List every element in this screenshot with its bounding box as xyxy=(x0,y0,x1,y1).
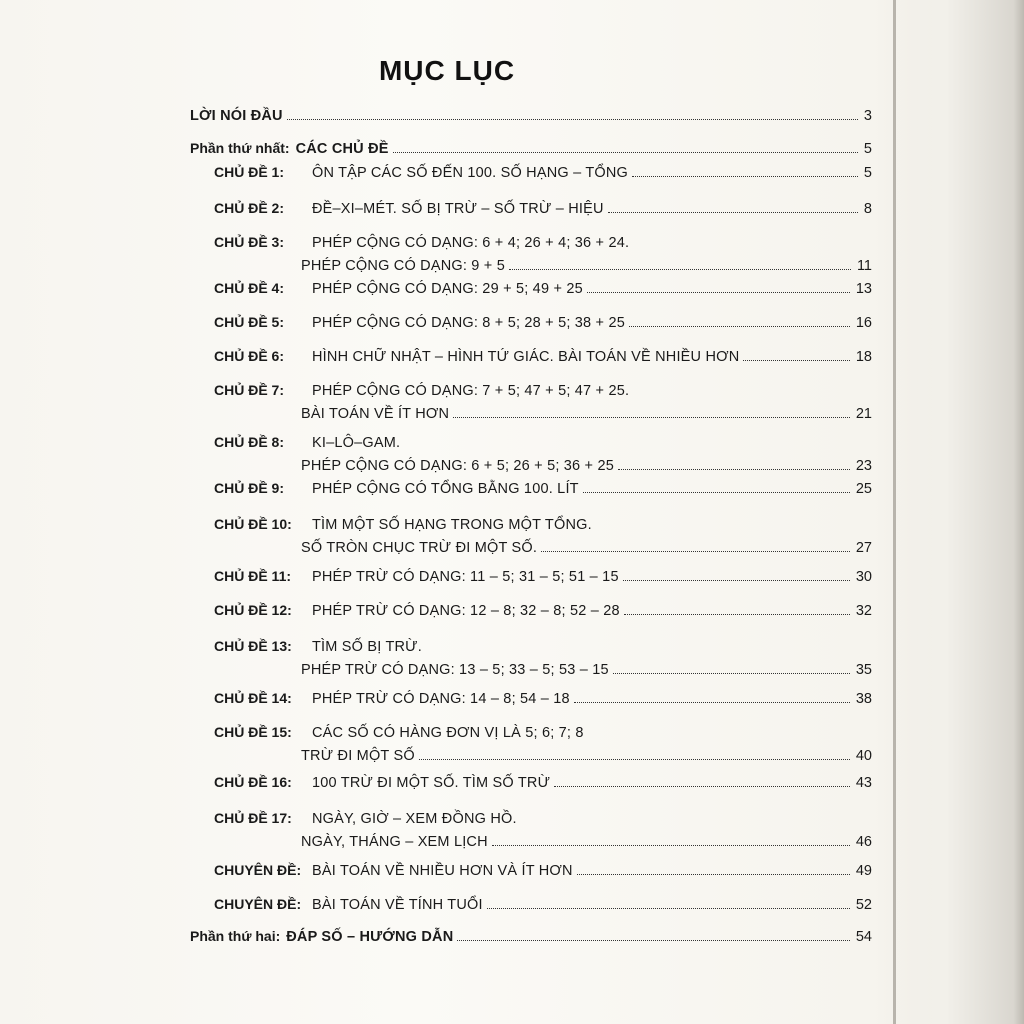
toc-chapter-entry[interactable] xyxy=(190,348,872,372)
chapter-title-line: NGÀY, THÁNG – XEM LỊCH xyxy=(301,834,488,850)
chapter-label: CHỦ ĐỀ 12: xyxy=(214,602,292,618)
page-number: 40 xyxy=(855,748,872,764)
chapter-title-line: PHÉP CỘNG CÓ DẠNG: 7 + 5; 47 + 5; 47 + 25. xyxy=(312,383,630,399)
toc-chapter-entry[interactable] xyxy=(190,862,872,886)
toc-part-entry[interactable] xyxy=(190,140,872,162)
page-number: 30 xyxy=(855,569,872,585)
toc-chapter-entry[interactable] xyxy=(190,774,872,798)
page-number: 46 xyxy=(855,834,872,850)
chapter-label: CHỦ ĐỀ 13: xyxy=(214,638,292,654)
entry-title: ĐÁP SỐ – HƯỚNG DẪN xyxy=(286,929,454,945)
page-number: 16 xyxy=(855,315,872,331)
chapter-title-line: ÔN TẬP CÁC SỐ ĐẾN 100. SỐ HẠNG – TỔNG xyxy=(312,165,629,181)
chapter-label: CHỦ ĐỀ 7: xyxy=(214,382,285,398)
chapter-title-line: PHÉP CỘNG CÓ DẠNG: 8 + 5; 28 + 5; 38 + 25 xyxy=(312,315,625,331)
toc-chapter-entry[interactable] xyxy=(190,164,872,188)
chapter-title-line: BÀI TOÁN VỀ TÍNH TUỔI xyxy=(312,897,483,913)
toc-chapter-entry[interactable] xyxy=(190,434,872,482)
toc-chapter-entry[interactable] xyxy=(190,516,872,564)
toc-chapter-entry[interactable] xyxy=(190,480,872,504)
dot-leader xyxy=(629,326,850,327)
toc-chapter-entry[interactable] xyxy=(190,568,872,592)
chapter-label: CHỦ ĐỀ 11: xyxy=(214,568,292,584)
dot-leader xyxy=(613,673,850,674)
dot-leader xyxy=(457,940,849,941)
dot-leader xyxy=(618,469,850,470)
chapter-title-line: SỐ TRÒN CHỤC TRỪ ĐI MỘT SỐ. xyxy=(301,540,538,556)
chapter-title-line: BÀI TOÁN VỀ ÍT HƠN xyxy=(301,406,450,422)
toc-chapter-entry[interactable] xyxy=(190,280,872,304)
dot-leader xyxy=(487,908,850,909)
chapter-title-line: PHÉP TRỪ CÓ DẠNG: 14 – 8; 54 – 18 xyxy=(312,691,570,707)
part-label: Phần thứ hai: xyxy=(190,928,281,944)
chapter-title-line: CÁC SỐ CÓ HÀNG ĐƠN VỊ LÀ 5; 6; 7; 8 xyxy=(312,725,584,741)
dot-leader xyxy=(587,292,850,293)
page-number: 27 xyxy=(855,540,872,556)
chapter-title-line: HÌNH CHỮ NHẬT – HÌNH TỨ GIÁC. BÀI TOÁN VỀ NHIỀU HƠN xyxy=(312,349,740,365)
page-number: 5 xyxy=(863,141,872,157)
page-number: 3 xyxy=(863,108,872,124)
chapter-label: CHỦ ĐỀ 9: xyxy=(214,480,285,496)
chapter-label: CHỦ ĐỀ 3: xyxy=(214,234,285,250)
page-title: MỤC LỤC xyxy=(378,54,516,86)
chapter-title-line: 100 TRỪ ĐI MỘT SỐ. TÌM SỐ TRỪ xyxy=(312,775,551,791)
page-number: 8 xyxy=(863,201,872,217)
toc-chapter-entry[interactable] xyxy=(190,382,872,430)
dot-leader xyxy=(393,152,858,153)
chapter-label: CHỦ ĐỀ 16: xyxy=(214,774,292,790)
chapter-title-line: PHÉP TRỪ CÓ DẠNG: 11 – 5; 31 – 5; 51 – 15 xyxy=(312,569,619,585)
chapter-label: CHỦ ĐỀ 17: xyxy=(214,810,292,826)
chapter-title-line: PHÉP TRỪ CÓ DẠNG: 12 – 8; 32 – 8; 52 – 28 xyxy=(312,603,620,619)
toc-chapter-entry[interactable] xyxy=(190,724,872,772)
dot-leader xyxy=(623,580,850,581)
chapter-label: CHỦ ĐỀ 6: xyxy=(214,348,285,364)
page-number: 25 xyxy=(855,481,872,497)
dot-leader xyxy=(509,269,851,270)
toc-chapter-entry[interactable] xyxy=(190,314,872,338)
chapter-title-line: PHÉP CỘNG CÓ DẠNG: 6 + 5; 26 + 5; 36 + 25 xyxy=(301,458,614,474)
page-number: 5 xyxy=(863,165,872,181)
chapter-title-line: PHÉP CỘNG CÓ DẠNG: 9 + 5 xyxy=(301,258,505,274)
chapter-title-line: PHÉP CỘNG CÓ TỔNG BẰNG 100. LÍT xyxy=(312,481,579,497)
chapter-label: CHỦ ĐỀ 8: xyxy=(214,434,285,450)
dot-leader xyxy=(743,360,849,361)
chapter-title-line: TÌM SỐ BỊ TRỪ. xyxy=(312,639,422,655)
dot-leader xyxy=(632,176,858,177)
toc-chapter-entry[interactable] xyxy=(190,638,872,686)
dot-leader xyxy=(541,551,850,552)
toc-chapter-entry[interactable] xyxy=(190,896,872,920)
chapter-title-line: NGÀY, GIỜ – XEM ĐỒNG HỒ. xyxy=(312,811,517,827)
chapter-label: CHỦ ĐỀ 10: xyxy=(214,516,292,532)
chapter-title-line: TÌM MỘT SỐ HẠNG TRONG MỘT TỔNG. xyxy=(312,517,592,533)
toc-chapter-entry[interactable] xyxy=(190,602,872,626)
entry-title: LỜI NÓI ĐẦU xyxy=(190,108,283,124)
chapter-title-line: PHÉP CỘNG CÓ DẠNG: 6 + 4; 26 + 4; 36 + 24. xyxy=(312,235,630,251)
dot-leader xyxy=(577,874,850,875)
page-number: 38 xyxy=(855,691,872,707)
toc-chapter-entry[interactable] xyxy=(190,234,872,282)
chapter-title-line: TRỪ ĐI MỘT SỐ xyxy=(301,748,415,764)
chapter-label: CHỦ ĐỀ 2: xyxy=(214,200,285,216)
page-number: 11 xyxy=(856,258,872,274)
chapter-label: CHỦ ĐỀ 14: xyxy=(214,690,292,706)
chapter-title-line: PHÉP TRỪ CÓ DẠNG: 13 – 5; 33 – 5; 53 – 15 xyxy=(301,662,609,678)
toc-chapter-entry[interactable] xyxy=(190,810,872,858)
page-number: 52 xyxy=(855,897,872,913)
chapter-label: CHUYÊN ĐỀ: xyxy=(214,862,302,878)
page-number: 18 xyxy=(855,349,872,365)
dot-leader xyxy=(453,417,850,418)
toc-chapter-entry[interactable] xyxy=(190,200,872,224)
chapter-label: CHỦ ĐỀ 5: xyxy=(214,314,285,330)
page-number: 13 xyxy=(855,281,872,297)
entry-title: CÁC CHỦ ĐỀ xyxy=(295,141,389,157)
dot-leader xyxy=(624,614,850,615)
dot-leader xyxy=(554,786,850,787)
chapter-label: CHỦ ĐỀ 15: xyxy=(214,724,292,740)
toc-chapter-entry[interactable] xyxy=(190,690,872,714)
dot-leader xyxy=(583,492,850,493)
dot-leader xyxy=(287,119,858,120)
page-spine-shadow xyxy=(894,0,1024,1024)
page-fold-line xyxy=(893,0,896,1024)
page-number: 54 xyxy=(855,929,872,945)
chapter-label: CHỦ ĐỀ 1: xyxy=(214,164,285,180)
dot-leader xyxy=(419,759,850,760)
chapter-title-line: ĐỀ–XI–MÉT. SỐ BỊ TRỪ – SỐ TRỪ – HIỆU xyxy=(312,201,604,217)
chapter-title-line: KI–LÔ–GAM. xyxy=(312,435,401,451)
chapter-title-line: BÀI TOÁN VỀ NHIỀU HƠN VÀ ÍT HƠN xyxy=(312,863,573,879)
dot-leader xyxy=(608,212,858,213)
page-number: 49 xyxy=(855,863,872,879)
toc-part-entry[interactable] xyxy=(190,928,872,950)
page-number: 32 xyxy=(855,603,872,619)
chapter-label: CHUYÊN ĐỀ: xyxy=(214,896,302,912)
part-label: Phần thứ nhất: xyxy=(190,140,290,156)
page-number: 23 xyxy=(855,458,872,474)
dot-leader xyxy=(492,845,850,846)
chapter-label: CHỦ ĐỀ 4: xyxy=(214,280,285,296)
chapter-title-line: PHÉP CỘNG CÓ DẠNG: 29 + 5; 49 + 25 xyxy=(312,281,583,297)
toc-front-entry[interactable] xyxy=(190,108,872,130)
dot-leader xyxy=(574,702,850,703)
page-number: 43 xyxy=(855,775,872,791)
page-number: 35 xyxy=(855,662,872,678)
page-number: 21 xyxy=(855,406,872,422)
